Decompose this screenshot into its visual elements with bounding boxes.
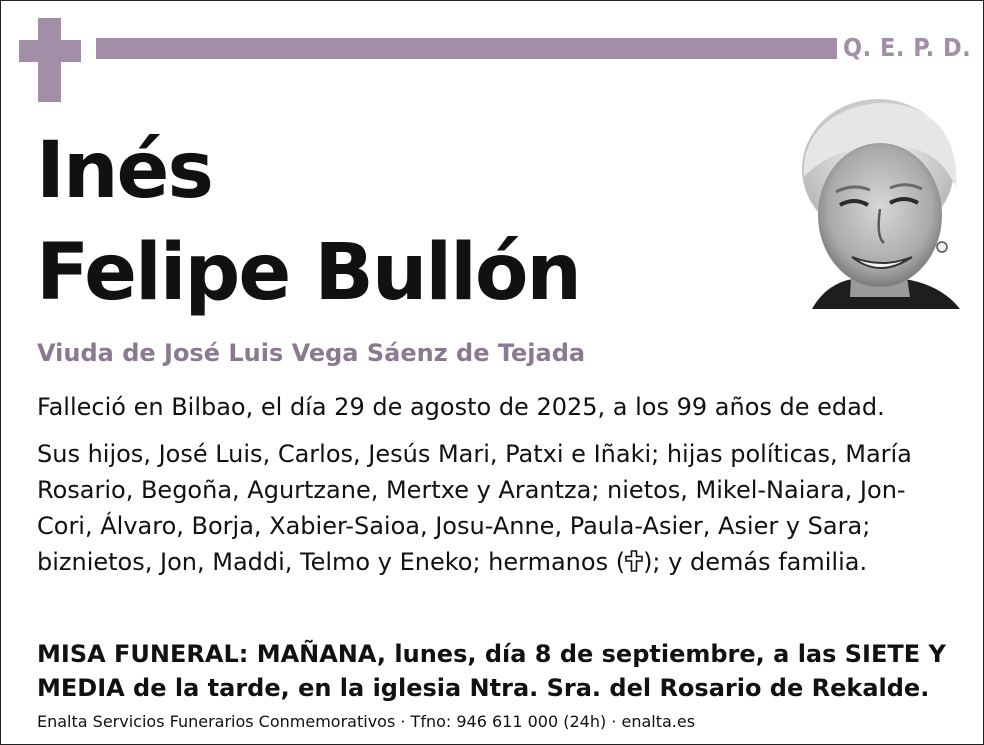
portrait-photo — [792, 97, 962, 309]
cross-icon-bar — [19, 40, 81, 62]
funeral-home-footer: Enalta Servicios Funerarios Conmemorativos · Tfno: 946 611 000 (24h) · enalta.es — [37, 712, 696, 731]
widow-line: Viuda de José Luis Vega Sáenz de Tejada — [37, 339, 586, 367]
deceased-surnames: Felipe Bullón — [36, 228, 580, 318]
cross-icon — [625, 546, 643, 582]
family-text: Sus hijos, José Luis, Carlos, Jesús Mari, Patxi e Iñaki; hijas políticas, María Rosario, Begoña, Agurtzane, Mertxe y Arantza; nietos, Mikel-Naiara, Jon-Cori, Álvaro, Borja, Xabier-Saioa, Josu-Anne, Paula-Asier, Asier y Sara; biznietos, Jon, Maddi, Telmo y Eneko; hermanos ( — [37, 440, 912, 576]
funeral-mass-details: MISA FUNERAL: MAÑANA, lunes, día 8 de septiembre, a las SIETE Y MEDIA de la tarde, en la iglesia Ntra. Sra. del Rosario de Rekalde. — [37, 640, 946, 702]
qepd-label: Q. E. P. D. — [843, 33, 972, 62]
header-rule — [96, 38, 837, 59]
deceased-first-name: Inés — [36, 126, 212, 216]
death-details: Falleció en Bilbao, el día 29 de agosto de 2025, a los 99 años de edad. — [37, 393, 885, 421]
family-list — [37, 436, 952, 582]
family-text-end: ); y demás familia. — [643, 548, 868, 576]
